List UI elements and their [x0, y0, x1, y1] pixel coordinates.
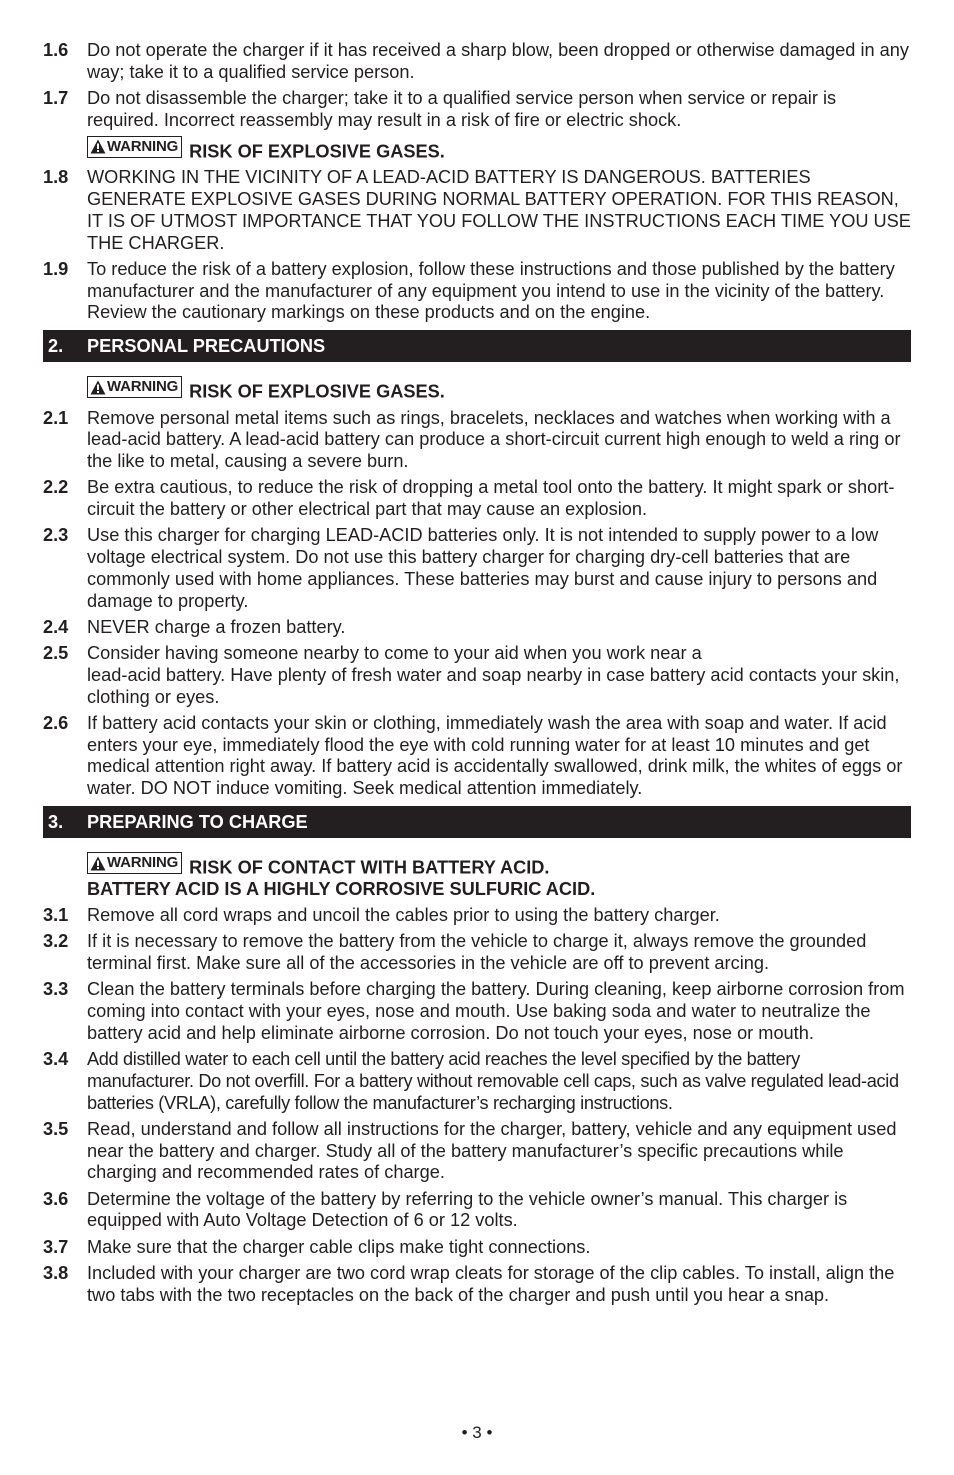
item-text: Do not disassemble the charger; take it to a qualified service person when service or repair is required. Incorrect reassembly may result in a risk of fire or electric shock.: [87, 87, 837, 130]
item-number: 1.6: [43, 40, 69, 60]
list-item: [43, 1049, 911, 1114]
item-text: Included with your charger are two cord wrap cleats for storage of the clip cables. To install, align the two tabs with the two receptacles on the back of the charger and push until you hear a snap.: [87, 1262, 895, 1305]
item-text: Do not operate the charger if it has received a sharp blow, been dropped or otherwise damaged in any way; take it to a qualified service person.: [87, 40, 909, 82]
warning-text: RISK OF CONTACT WITH BATTERY ACID.: [189, 857, 550, 878]
item-number: 1.7: [43, 87, 69, 108]
item-number: 3.4: [43, 1049, 69, 1070]
section-number: 3.: [48, 811, 64, 832]
list-item: [43, 905, 911, 927]
item-text: Determine the voltage of the battery by referring to the vehicle owner’s manual. This charger is equipped with Auto Voltage Detection of 6 or 12 volts.: [87, 1188, 848, 1231]
list-item: [43, 167, 911, 254]
list-item: [43, 1263, 911, 1307]
item-text: Use this charger for charging LEAD-ACID batteries only. It is not intended to supply power to a low voltage electrical system. Do not use this battery charger for charging dry-cell batteries that are commonly used with home appliances. These batteries may burst and cause injury to persons and damage to property.: [87, 525, 879, 611]
list-item: [43, 525, 911, 612]
item-text: Add distilled water to each cell until the battery acid reaches the level specified by the battery manufacturer. Do not overfill. For a battery without removable cell caps, such as valve regulated lead-acid batteries (VRLA), carefully follow the manufacturer’s recharging instructions.: [87, 1049, 899, 1113]
warning-notice: [43, 376, 911, 403]
warning-triangle-icon: [90, 380, 106, 395]
warning-label: WARNING: [107, 138, 179, 156]
item-text: To reduce the risk of a battery explosion, follow these instructions and those published by the battery manufacturer and the manufacturer of any equipment you intend to use in the vicinity of the battery. Review the cautionary markings on these products and on the engine.: [87, 258, 895, 323]
item-text: Clean the battery terminals before charging the battery. During cleaning, keep airborne corrosion from coming into contact with your eyes, nose and mouth. Use baking soda and water to neutralize the battery acid and help eliminate airborne corrosion. Do not touch your eyes, nose or mouth.: [87, 979, 905, 1043]
section-title: PERSONAL PRECAUTIONS: [87, 335, 326, 356]
warning-text-line-2: BATTERY ACID IS A HIGHLY CORROSIVE SULFURIC ACID.: [87, 879, 596, 900]
list-item: [43, 1119, 911, 1184]
item-number: 3.7: [43, 1236, 69, 1257]
item-number: 3.3: [43, 979, 69, 1000]
item-number: 2.1: [43, 407, 69, 428]
item-number: 3.8: [43, 1262, 69, 1283]
section-title: PREPARING TO CHARGE: [87, 811, 308, 832]
item-number: 1.9: [43, 258, 69, 279]
item-number: 3.5: [43, 1118, 69, 1139]
list-item: [43, 1189, 911, 1233]
item-text: Remove personal metal items such as rings, bracelets, necklaces and watches when working with a lead-acid battery. A lead-acid battery can produce a short-circuit current high enough to weld a ring or the like to metal, causing a severe burn.: [87, 407, 901, 472]
item-number: 2.2: [43, 477, 69, 498]
section-heading: [43, 330, 911, 362]
item-text: If it is necessary to remove the battery from the vehicle to charge it, always remove the grounded terminal first. Make sure all of the accessories in the vehicle are off to prevent arcing.: [87, 931, 867, 974]
item-number: 2.6: [43, 712, 69, 733]
list-item: [43, 408, 911, 473]
list-item: [43, 643, 911, 708]
item-text: WORKING IN THE VICINITY OF A LEAD-ACID BATTERY IS DANGEROUS. BATTERIES GENERATE EXPLOSIVE GASES DURING NORMAL BATTERY OPERATION. FOR THIS REASON, IT IS OF UTMOST IMPORTANCE THAT YOU FOLLOW THE INSTRUCTIONS EACH TIME YOU USE THE CHARGER.: [87, 167, 911, 253]
section-number: 2.: [48, 335, 64, 356]
warning-badge: [87, 852, 182, 874]
item-number: 1.8: [43, 167, 69, 188]
item-number: 3.1: [43, 905, 69, 926]
item-text: Be extra cautious, to reduce the risk of dropping a metal tool onto the battery. It might spark or short-circuit the battery or other electrical part that may cause an explosion.: [87, 477, 895, 520]
warning-label: WARNING: [107, 378, 179, 396]
warning-triangle-icon: [90, 139, 106, 154]
warning-text: RISK OF EXPLOSIVE GASES.: [189, 141, 445, 162]
item-text: Remove all cord wraps and uncoil the cables prior to using the battery charger.: [87, 905, 720, 926]
warning-triangle-icon: [90, 856, 106, 871]
item-number: 3.6: [43, 1188, 69, 1209]
item-text: Make sure that the charger cable clips make tight connections.: [87, 1236, 591, 1257]
manual-page: [43, 40, 911, 1311]
list-item: [43, 40, 911, 84]
item-number: 2.4: [43, 616, 69, 637]
list-item: [43, 931, 911, 975]
list-item: [43, 88, 911, 132]
warning-text: RISK OF EXPLOSIVE GASES.: [189, 381, 445, 402]
page-number: • 3 •: [461, 1423, 493, 1442]
list-item: [43, 259, 911, 324]
item-text-line-2: lead-acid battery. Have plenty of fresh water and soap nearby in case battery acid contacts your skin, clothing or eyes.: [87, 664, 900, 707]
item-text-line-1: Consider having someone nearby to come to your aid when you work near a: [87, 643, 702, 664]
warning-notice: [43, 136, 911, 163]
warning-badge: [87, 136, 182, 158]
list-item: [43, 1237, 911, 1259]
item-number: 3.2: [43, 931, 69, 952]
item-text: If battery acid contacts your skin or clothing, immediately wash the area with soap and water. If acid enters your eye, immediately flood the eye with cold running water for at least 10 minutes and get medical attention right away. If battery acid is accidentally swallowed, drink milk, the whites of eggs or water. DO NOT induce vomiting. Seek medical attention immediately.: [87, 712, 903, 799]
warning-notice: [43, 852, 911, 901]
list-item: [43, 617, 911, 639]
warning-label: WARNING: [107, 854, 179, 872]
list-item: [43, 979, 911, 1044]
list-item: [43, 477, 911, 521]
item-text: Read, understand and follow all instructions for the charger, battery, vehicle and any equipment used near the battery and charger. Study all of the battery manufacturer’s specific precautions while charging and recommended rates of charge.: [87, 1118, 897, 1183]
section-heading: [43, 806, 911, 838]
warning-badge: [87, 376, 182, 398]
item-number: 2.3: [43, 525, 69, 546]
item-text: NEVER charge a frozen battery.: [87, 616, 346, 637]
list-item: [43, 713, 911, 800]
item-number: 2.5: [43, 643, 69, 664]
